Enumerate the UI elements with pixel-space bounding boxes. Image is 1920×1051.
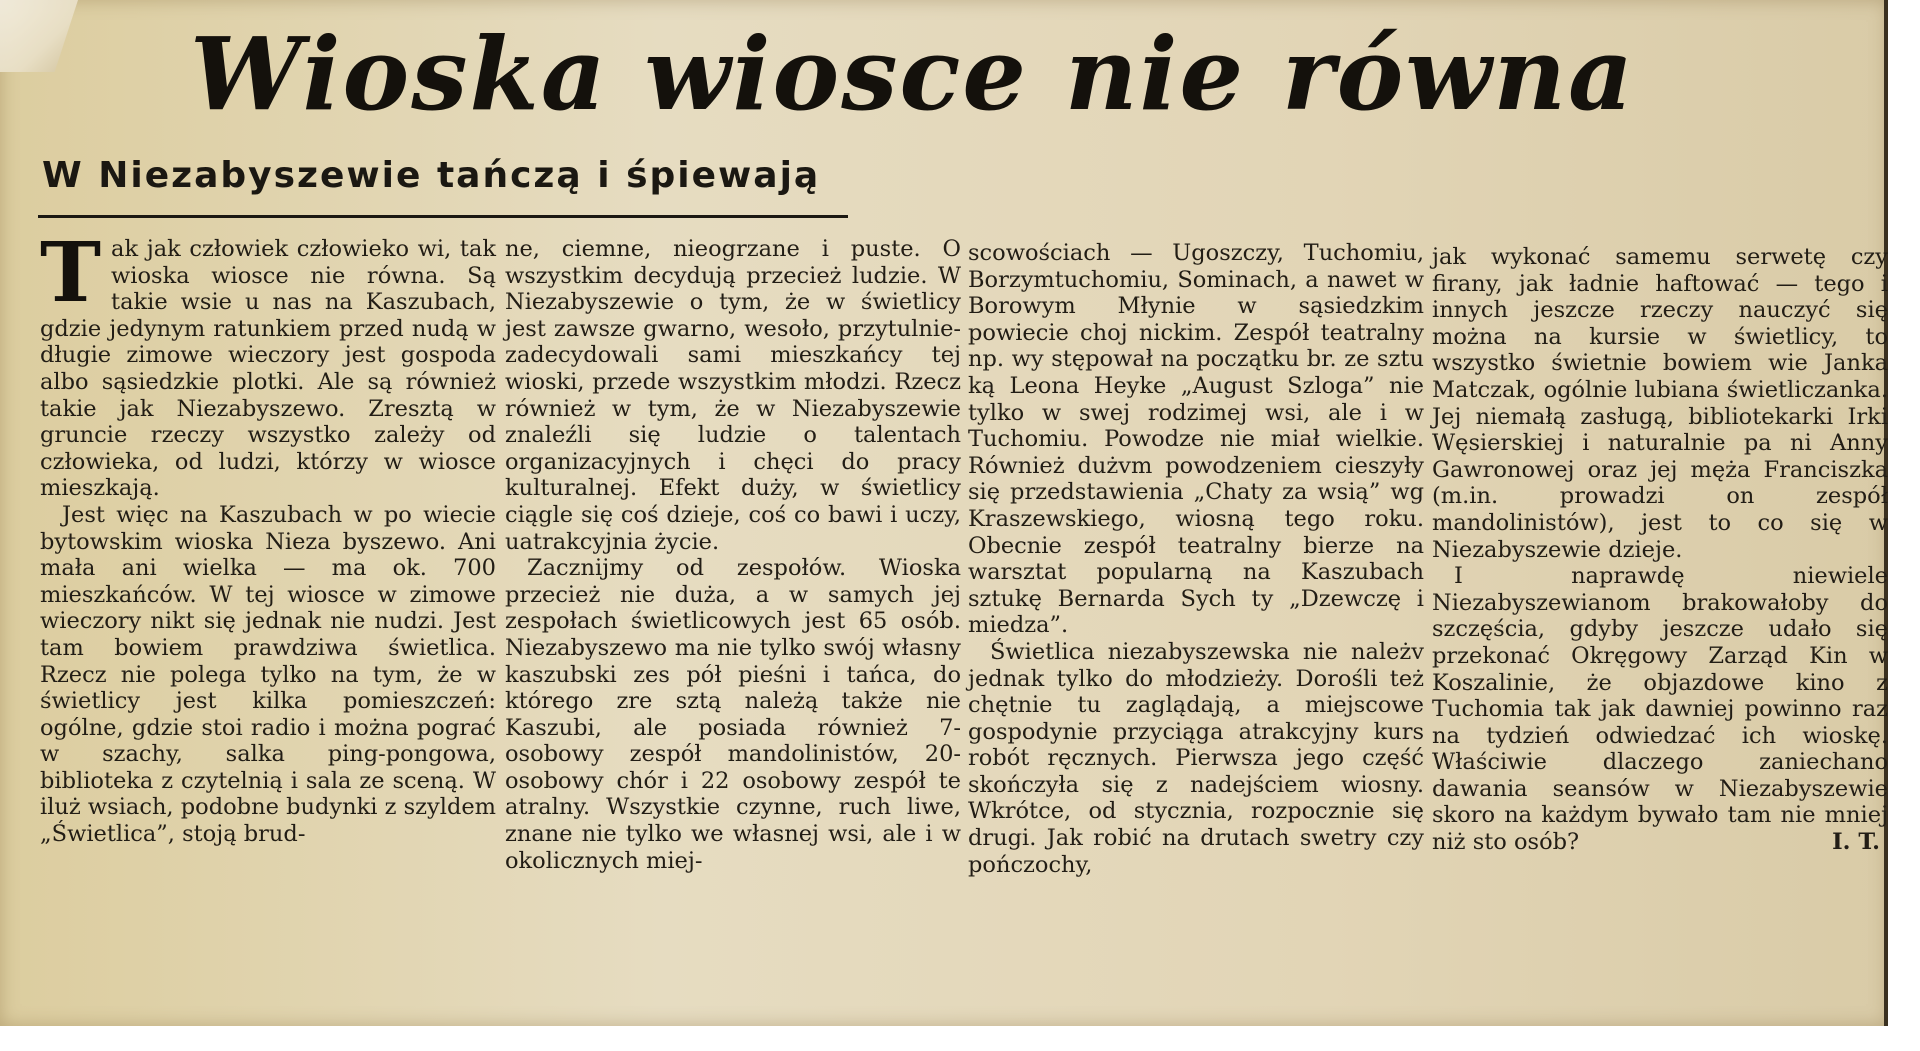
paragraph: I naprawdę niewiele Niezabyszewianom brakowałoby do szczęścia, gdyby jeszcze udało się przekonać Okręgowy Zarząd Kin w Koszalinie, że objazdowe kino z Tuchomia tak jak dawniej powinno raz na tydzień odwiedzać ich wioskę. Właściwie dlaczego zaniechano dawania seansów w Niezabyszewie skoro na każdym bywało tam nie mniej niż sto osób? [1432,563,1888,856]
headline-rule [38,215,848,218]
paragraph: Świetlica niezabyszewska nie należv jednak tylko do młodzieży. Dorośli też chętnie tu zaglądają, a miejscowe gospodynie przyciąga atrakcyjny kurs robót ręcznych. Pierwsza jego część skończyła się z nadejściem wiosny. Wkrótce, od stycznia, rozpocznie się drugi. Jak robić na drutach swetry czy pończochy, [968,638,1424,878]
folded-corner [0,0,78,72]
subheadline: W Niezabyszewie tańczą i śpiewają [42,155,821,196]
paragraph: ak jak człowiek człowieko wi, tak wioska wiosce nie równa. Są takie wsie u nas na Kaszubach, gdzie jedynym ratunkiem przed nudą w długie zimowe wieczory jest gospoda albo sąsiedzkie plotki. Ale są również takie jak Niezabyszewo. Zresztą w gruncie rzeczy wszystko zależy od człowieka, od ludzi, którzy w wiosce mieszkają. [40,236,496,502]
article-column-2 [505,236,961,874]
article-column-4 [1432,244,1888,856]
headline: Wioska wiosce nie równa [190,15,1635,133]
paragraph: Zacznijmy od zespołów. Wioska przecież nie duża, a w samych jej zespołach świetlicowych jest 65 osób. Niezabyszewo ma nie tylko swój własny kaszubski zes pół pieśni i tańca, do którego zre sztą należą także nie Kaszubi, ale posiada również 7-osobowy zespół mandolinistów, 20-osobowy chór i 22 osobowy zespół te atralny. Wszystkie czynne, ruch liwe, znane nie tylko we własnej wsi, ale i w okolicznych miej- [505,555,961,874]
paragraph: ne, ciemne, nieogrzane i puste. O wszystkim decydują przecież ludzie. W Niezabyszewie o tym, że w świetlicy jest zawsze gwarno, wesoło, przytulnie-zadecydowali sami mieszkańcy tej wioski, przede wszystkim młodzi. Rzecz również w tym, że w Niezabyszewie znaleźli się ludzie o talentach organizacyjnych i chęci do pracy kulturalnej. Efekt duży, w świetlicy ciągle się coś dzieje, coś co bawi i uczy, uatrakcyjnia życie. [505,236,961,555]
paragraph: scowościach — Ugoszczy, Tuchomiu, Borzymtuchomiu, Sominach, a nawet w Borowym Młynie w sąsiedzkim powiecie choj nickim. Zespół teatralny np. wy stępował na początku br. ze sztu ką Leona Heyke „August Szloga” nie tylko w swej rodzimej wsi, ale i w Tuchomiu. Powodze nie miał wielkie. Również dużvm powodzeniem cieszyły się przedstawienia „Chaty za wsią” wg Kraszewskiego, wiosną tego roku. Obecnie zespół teatralny bierze na warsztat popularną na Kaszubach sztukę Bernarda Sych ty „Dzewczę i miedza”. [968,240,1424,639]
article-column-3 [968,240,1424,878]
author-signature: I. T. [1832,829,1880,856]
drop-cap: T [40,225,102,321]
paragraph: Jest więc na Kaszubach w po wiecie bytowskim wioska Nieza byszewo. Ani mała ani wielka — ma ok. 700 mieszkańców. W tej wiosce w zimowe wieczory nikt się jednak nie nudzi. Jest tam bowiem prawdziwa świetlica. Rzecz nie polega tylko na tym, że w świetlicy jest kilka pomieszczeń: ogólne, gdzie stoi radio i można pograć w szachy, salka ping-pongowa, biblioteka z czytelnią i sala ze sceną. W iluż wsiach, podobne budynki z szyldem „Świetlica”, stoją brud- [40,501,496,848]
paragraph: jak wykonać samemu serwetę czy firany, jak ładnie haftować — tego i innych jeszcze rzeczy nauczyć się można na kursie w świetlicy, to wszystko świetnie bowiem wie Janka Matczak, ogólnie lubiana świetliczanka. Jej niemałą zasługą, bibliotekarki Irki Węsierskiej i naturalnie pa ni Anny Gawronowej oraz jej męża Franciszka (m.in. prowadzi on zespół mandolinistów), jest to co się w Niezabyszewie dzieje. [1432,244,1888,563]
article-column-1 [40,225,496,848]
